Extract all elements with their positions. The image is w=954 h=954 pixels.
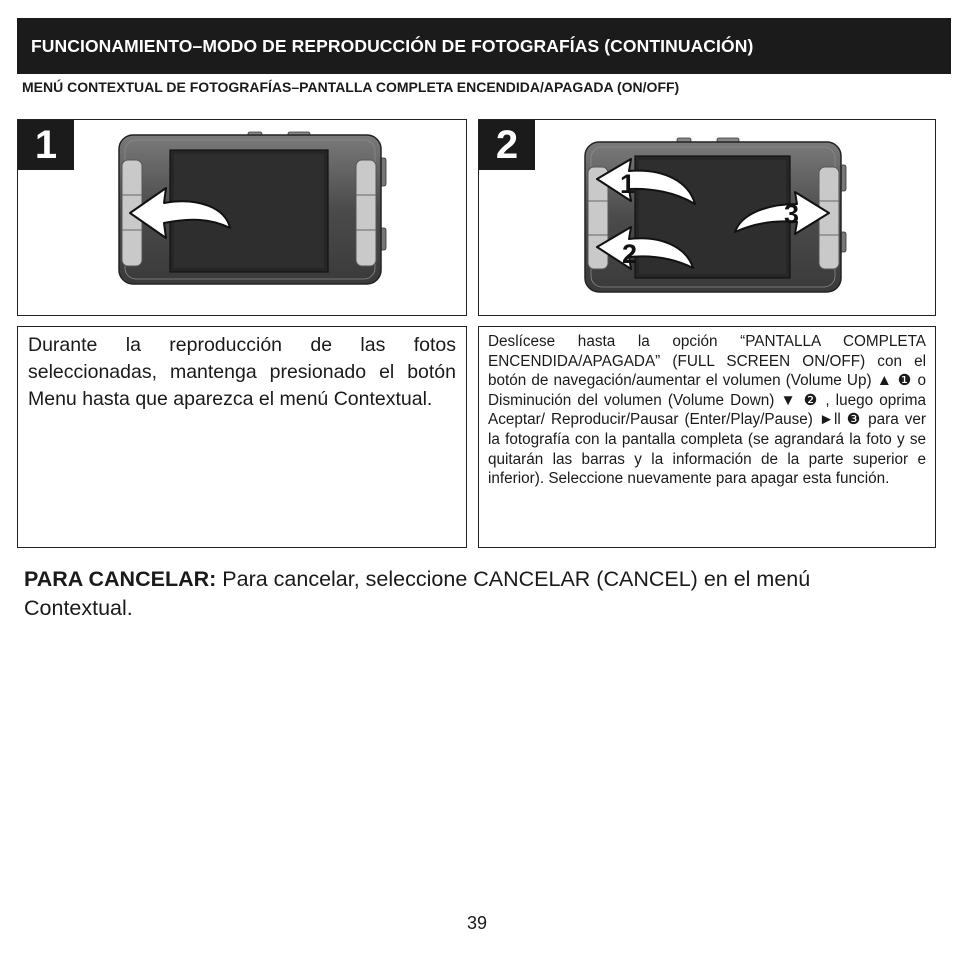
step-1-illustration: [17, 119, 467, 316]
arrow-label-1: 1: [620, 169, 636, 199]
step-number-badge: 1: [18, 120, 74, 170]
cancel-text: Para cancelar, seleccione CANCELAR (CANCEL) en el menú Contextual.: [24, 567, 811, 620]
cancel-instructions: [24, 565, 924, 623]
subsection-title: MENÚ CONTEXTUAL DE FOTOGRAFÍAS–PANTALLA COMPLETA ENCENDIDA/APAGADA (ON/OFF): [22, 79, 680, 95]
step-2-text: Deslícese hasta la opción “PANTALLA COMPLETA ENCENDIDA/APAGADA” (FULL SCREEN ON/OFF) con el botón de navegación/aumentar el volumen (Volume Up) ▲ ❶ o Disminución del volumen (Volume Down) ▼ ❷ , luego oprima Aceptar/ Reproducir/Pausar (Enter/Play/Pause) ►ll ❸ para ver la fotografía con la pantalla completa (se agrandará la foto y se quitarán las barras y la información de la parte superior e inferior). Seleccione nuevamente para apagar esta función.: [488, 333, 926, 488]
arrow-label-3: 3: [784, 199, 800, 229]
cancel-label: PARA CANCELAR:: [24, 567, 217, 591]
page-number: 39: [466, 913, 488, 933]
section-title: FUNCIONAMIENTO–MODO DE REPRODUCCIÓN DE FOTOGRAFÍAS (CONTINUACIÓN): [31, 35, 754, 56]
step-number-badge: 2: [479, 120, 535, 170]
arrow-label-2: 2: [622, 239, 638, 269]
device-illustration-1: [18, 120, 468, 317]
device-illustration-2: [479, 120, 937, 317]
section-header: [17, 18, 951, 74]
step-2-illustration: [478, 119, 936, 316]
step-1-text: Durante la reproducción de las fotos seleccionadas, mantenga presionado el botón Menu hasta que aparezca el menú Contextual.: [28, 334, 456, 410]
step-2-instructions: [478, 326, 936, 548]
step-1-instructions: [17, 326, 467, 548]
